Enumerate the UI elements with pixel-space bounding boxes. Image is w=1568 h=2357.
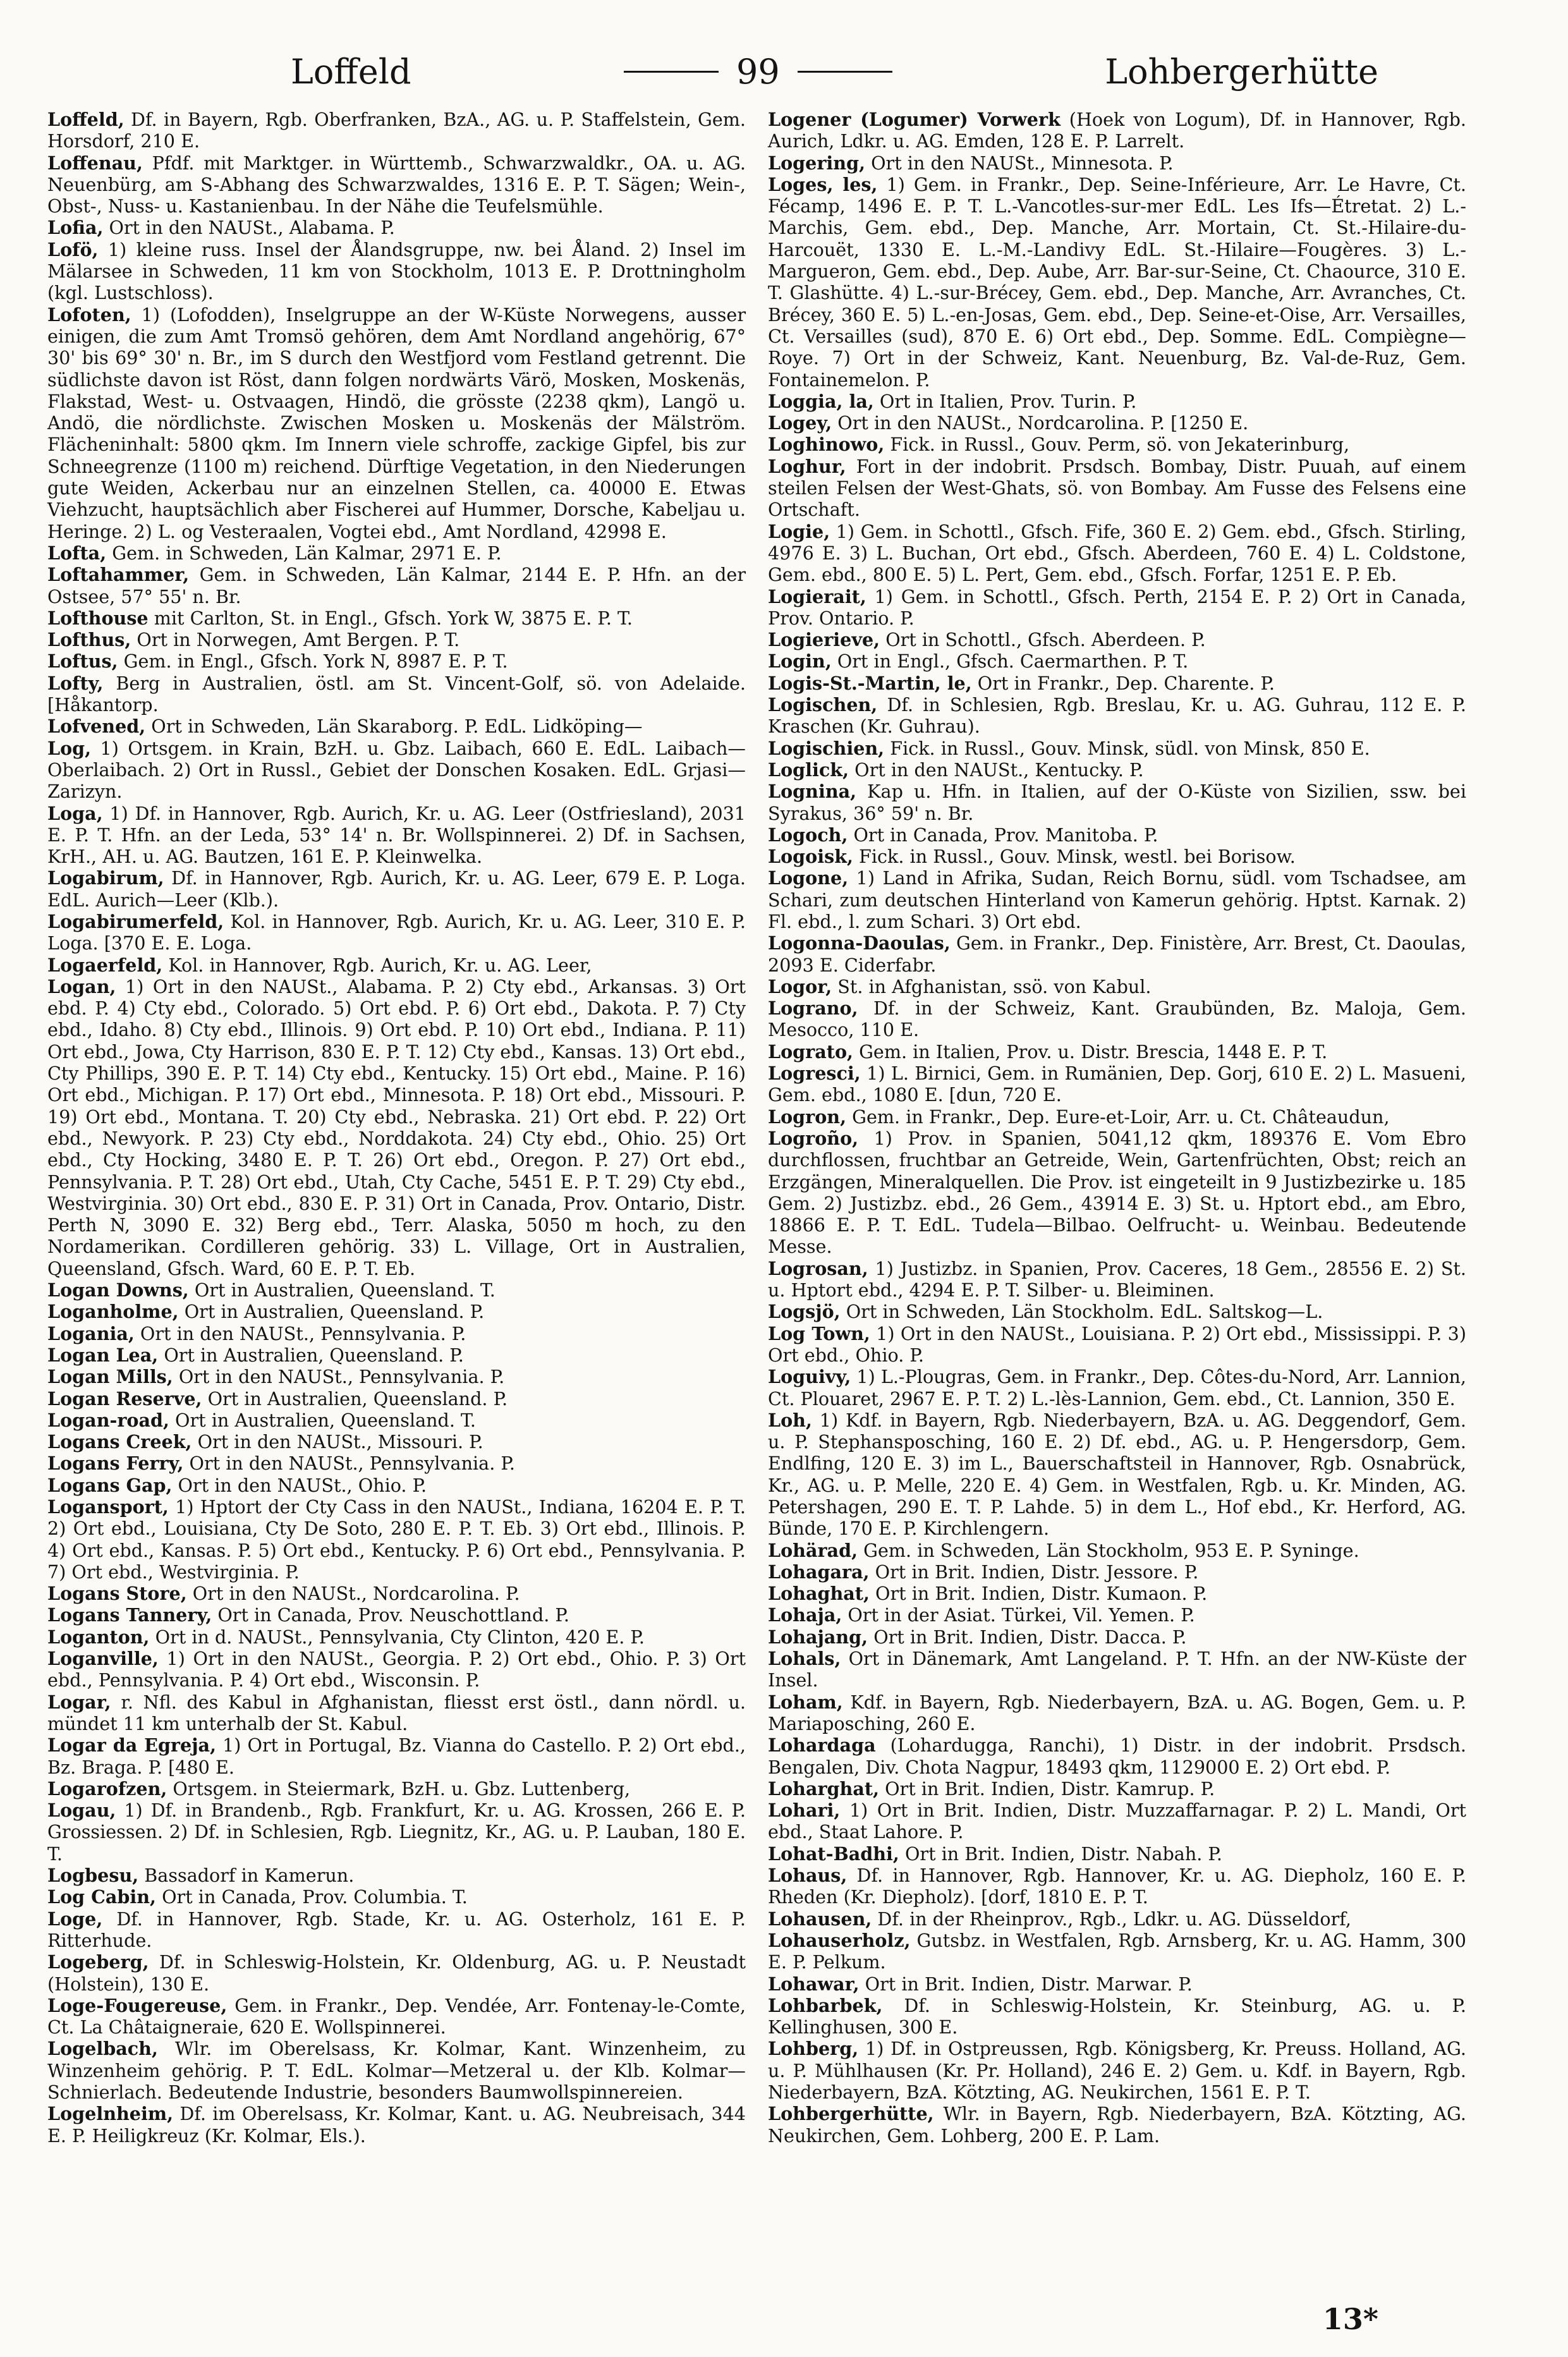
entry-text: Ort in Brit. Indien, Distr. Kamrup. P.: [879, 1777, 1215, 1800]
entry-text: Df. in Schleswig-Holstein, Kr. Steinburg, AG. u. P. Kellinghusen, 300 E.: [768, 1994, 1466, 2038]
entry-text: Df. in Hannover, Rgb. Stade, Kr. u. AG. Osterholz, 161 E. P. Ritterhude.: [47, 1908, 746, 1951]
entry-text: 1) Gem. in Frankr., Dep. Seine-Inférieure, Arr. Le Havre, Ct. Fécamp, 1496 E. P. T. L.-Vancotles-sur-mer EdL. Les Ifs—Étretat. 2) L.-Marchis, Gem. ebd., Dep. Manche, Arr. Mortain, Ct. St.-Hilaire-du-Harcouët, 1330 E. L.-M.-Landivy EdL. St.-Hilaire—Fougères. 3) L.-Margueron, Gem. ebd., Dep. Aube, Arr. Bar-sur-Seine, Ct. Chaource, 310 E. T. Glashütte. 4) L.-sur-Brécey, Gem. ebd., Dep. Manche, Arr. Avranches, Ct. Brécey, 360 E. 5) L.-en-Josas, Gem. ebd., Dep. Seine-et-Oise, Arr. Versailles, Ct. Versailles (sud), 870 E. 6) Ort ebd., Dep. Somme. EdL. Compiègne—Roye. 7) Ort in der Schweiz, Kant. Neuenburg, Bz. Val-de-Ruz, Gem. Fontainemelon. P.: [768, 173, 1466, 391]
entry-text: Ort in Australien, Queensland. T.: [169, 1409, 476, 1431]
dictionary-entry: [47, 1691, 746, 1735]
entry-headword: Loghur,: [768, 455, 846, 477]
entry-headword: Loharghat,: [768, 1777, 880, 1800]
entry-headword: Lofoten,: [47, 303, 131, 326]
dictionary-entry: [47, 542, 746, 564]
entry-text: Fick. in Russl., Gouv. Perm, sö. von Jekaterinburg,: [884, 434, 1350, 456]
dictionary-entry: [768, 867, 1466, 932]
dictionary-entry: [768, 1561, 1466, 1583]
header-rule-left: [624, 71, 719, 73]
dictionary-entry: [47, 1301, 746, 1322]
entry-text: 1) Gem. in Schottl., Gfsch. Fife, 360 E. 2) Gem. ebd., Gfsch. Stirling, 4976 E. 3) L. Buchan, Ort ebd., Gfsch. Aberdeen, 760 E. 4) L. Coldstone, Gem. ebd., 800 E. 5) L. Pert, Gem. ebd., Gfsch. Forfar, 1251 E. P. Eb.: [768, 520, 1466, 586]
entry-text: Wlr. in Bayern, Rgb. Niederbayern, BzA. Kötzting, AG. Neukirchen, Gem. Lohberg, 200 E. P. Lam.: [768, 2103, 1466, 2147]
entry-text: 1) Hptort der Cty Cass in den NAUSt., Indiana, 16204 E. P. T. 2) Ort ebd., Louisiana, Cty De Soto, 280 E. P. T. Eb. 3) Ort ebd., Illinois. P. 4) Ort ebd., Kansas. P. 5) Ort ebd., Kentucky. P. 6) Ort ebd., Pennsylvania. P. 7) Ort ebd., Westvirginia. P.: [47, 1496, 746, 1583]
entry-headword: Lograto,: [768, 1040, 853, 1063]
entry-headword: Loggia, la,: [768, 390, 874, 412]
entry-headword: Logischen,: [768, 694, 878, 716]
entry-text: Ort in Canada, Prov. Columbia. T.: [156, 1886, 468, 1908]
dictionary-entry: [47, 1778, 746, 1800]
entry-text: Kol. in Hannover, Rgb. Aurich, Kr. u. AG. Leer,: [162, 954, 592, 976]
dictionary-entry: [47, 650, 746, 672]
entry-headword: Logan Mills,: [47, 1366, 173, 1388]
entry-text: 1) L.-Plougras, Gem. in Frankr., Dep. Côtes-du-Nord, Arr. Lannion, Ct. Plouaret, 2967 E. P. T. 2) L.-lès-Lannion, Gem. ebd., Ct. Lannion, 350 E.: [768, 1366, 1466, 1410]
entry-headword: Logan Lea,: [47, 1344, 159, 1366]
entry-headword: Logsjö,: [768, 1301, 841, 1323]
entry-headword: Lohajang,: [768, 1626, 868, 1648]
dictionary-entry: [47, 1886, 746, 1908]
dictionary-entry: [768, 412, 1466, 434]
dictionary-entry: [768, 1648, 1466, 1691]
entry-headword: Lograno,: [768, 997, 858, 1020]
entry-text: Ort in Brit. Indien, Distr. Jessore. P.: [869, 1561, 1199, 1583]
dictionary-entry: [47, 1734, 746, 1778]
entry-text: Ortsgem. in Steiermark, BzH. u. Gbz. Luttenberg,: [167, 1777, 631, 1800]
dictionary-entry: [47, 1431, 746, 1453]
entry-text: Berg in Australien, östl. am St. Vincent-Golf, sö. von Adelaide. [Håkantorp.: [47, 672, 746, 716]
dictionary-entry: [768, 1258, 1466, 1301]
dictionary-entry: [47, 1648, 746, 1691]
entry-text: 1) Ortsgem. in Krain, BzH. u. Gbz. Laibach, 660 E. EdL. Laibach—Oberlaibach. 2) Ort in Russl., Gebiet der Donschen Kosaken. EdL. Grjasi—Zarizyn.: [47, 737, 746, 803]
entry-headword: Logischien,: [768, 737, 885, 759]
dictionary-entry: [47, 1279, 746, 1301]
dictionary-entry: [47, 1604, 746, 1626]
entry-headword: Login,: [768, 650, 832, 673]
entry-headword: Lohberg,: [768, 2038, 859, 2060]
entry-text: 1) (Lofodden), Inselgruppe an der W-Küste Norwegens, ausser einigen, die zum Amt Tromsö gehören, dem Amt Nordland angehörig, 67° 30' bis 69° 30' n. Br., im S durch den Westfjord vom Festland getrennt. Die südlichste davon ist Röst, dann folgen nordwärts Värö, Mosken, Moskenäs, Flakstad, West- u. Ostvaagen, Hindö, die grösste (2238 qkm), Langö u. Andö, die nördlichste. Zwischen Mosken u. Moskenäs der Mälström. Flächeninhalt: 5800 qkm. Im Innern viele schroffe, zackige Gipfel, bis zur Schneegrenze (1100 m) reichend. Dürftige Vegetation, in den Niederungen gute Weiden, Ackerbau nur an einzelnen Stellen, ca. 40000 E. Etwas Viehzucht, hauptsächlich aber Fischerei auf Hummer, Dorsche, Kabeljau u. Heringe. 2) L. og Vesteraalen, Vogtei ebd., Amt Nordland, 42998 E.: [47, 303, 746, 542]
entry-text: 1) Gem. in Schottl., Gfsch. Perth, 2154 E. P. 2) Ort in Canada, Prov. Ontario. P.: [768, 585, 1466, 629]
entry-headword: Logelnheim,: [47, 2103, 174, 2125]
entry-headword: Logoch,: [768, 824, 848, 846]
entry-text: Ort in Australien, Queensland. T.: [188, 1279, 495, 1301]
entry-headword: Lohari,: [768, 1800, 841, 1822]
dictionary-entry: [47, 1496, 746, 1583]
entry-headword: Logar,: [47, 1691, 111, 1713]
entry-text: Gem. in Schweden, Län Kalmar, 2144 E. P. Hfn. an der Ostsee, 57° 55' n. Br.: [47, 564, 746, 607]
entry-headword: Logering,: [768, 152, 866, 174]
entry-headword: Loham,: [768, 1691, 843, 1713]
dictionary-entry: [768, 759, 1466, 781]
entry-headword: Logoisk,: [768, 846, 853, 868]
dictionary-entry: [47, 954, 746, 976]
entry-headword: Lofvened,: [47, 716, 146, 738]
entry-text: Kdf. in Bayern, Rgb. Niederbayern, BzA. u. AG. Bogen, Gem. u. P. Mariaposching, 260 E.: [768, 1691, 1466, 1734]
entry-text: Ort in Canada, Prov. Manitoba. P.: [848, 824, 1158, 846]
entry-text: Ort in den NAUSt., Missouri. P.: [191, 1431, 483, 1453]
entry-headword: Logan-road,: [47, 1409, 169, 1431]
header-rule-right: [798, 71, 892, 73]
dictionary-entry: [47, 304, 746, 542]
entry-headword: Logans Store,: [47, 1583, 187, 1605]
dictionary-entry: [47, 2038, 746, 2103]
dictionary-entry: [768, 2103, 1466, 2147]
entry-text: Fort in der indobrit. Prsdsch. Bombay, Distr. Puuah, auf einem steilen Felsen der West-Ghats, sö. von Bombay. Am Fusse des Felsens eine Ortschaft.: [768, 455, 1466, 521]
entry-text: 1) Ort in den NAUSt., Alabama. P. 2) Cty ebd., Arkansas. 3) Ort ebd. P. 4) Cty ebd., Colorado. 5) Ort ebd. P. 6) Ort ebd., Dakota. P. 7) Cty ebd., Idaho. 8) Cty ebd., Illinois. 9) Ort ebd. P. 10) Ort ebd., Indiana. P. 11) Ort ebd., Jowa, Cty Harrison, 830 E. P. T. 12) Cty ebd., Kansas. 13) Ort ebd., Cty Phillips, 390 E. P. T. 14) Cty ebd., Kentucky. 15) Ort ebd., Maine. P. 16) Ort ebd., Michigan. P. 17) Ort ebd., Minnesota. P. 18) Ort ebd., Missouri. P. 19) Ort ebd., Montana. T. 20) Cty ebd., Nebraska. 21) Ort ebd. P. 22) Ort ebd., Newyork. P. 23) Cty ebd., Norddakota. 24) Cty ebd., Ohio. 25) Ort ebd., Cty Hocking, 3480 E. P. T. 26) Ort ebd., Oregon. P. 27) Ort ebd., Pennsylvania. P. T. 28) Ort ebd., Utah, Cty Cache, 5451 E. P. T. 29) Cty ebd., Westvirginia. 30) Ort ebd., 830 E. P. 31) Ort in Canada, Prov. Ontario, Distr. Perth N, 3090 E. 32) Berg ebd., Terr. Alaska, 5050 m hoch, zu den Nordamerikan. Cordilleren gehörig. 33) L. Village, Ort in Australien, Queensland, Gfsch. Ward, 60 E. P. T. Eb.: [47, 975, 746, 1279]
dictionary-entry: [768, 846, 1466, 867]
entry-headword: Logor,: [768, 975, 832, 997]
entry-text: Gem. in Schweden, Län Kalmar, 2971 E. P.: [106, 542, 502, 564]
dictionary-entry: [47, 629, 746, 650]
entry-text: Fick. in Russl., Gouv. Minsk, südl. von Minsk, 850 E.: [884, 737, 1370, 759]
entry-text: 1) Df. in Hannover, Rgb. Aurich, Kr. u. AG. Leer (Ostfriesland), 2031 E. P. T. Hfn. an der Leda, 53° 14' n. Br. Wollspinnerei. 2) Df. in Sachsen, KrH., AH. u. AG. Bautzen, 161 E. P. Kleinwelka.: [47, 802, 746, 868]
dictionary-entry: [47, 738, 746, 803]
entry-text: 1) L. Birnici, Gem. in Rumänien, Dep. Gorj, 610 E. 2) L. Masueni, Gem. ebd., 1080 E. [dun, 720 E.: [768, 1063, 1466, 1106]
dictionary-entry: [768, 456, 1466, 521]
entry-headword: Logaerfeld,: [47, 954, 163, 976]
entry-headword: Log,: [47, 737, 92, 759]
entry-headword: Logonna-Daoulas,: [768, 932, 951, 954]
page-header: [291, 43, 1378, 100]
entry-headword: Logansport,: [47, 1496, 169, 1518]
entry-text: Gem. in Frankr., Dep. Finistère, Arr. Brest, Ct. Daoulas, 2093 E. Ciderfabr.: [768, 932, 1466, 976]
signature-mark: 13*: [1322, 2302, 1378, 2336]
entry-text: Df. in Hannover, Rgb. Aurich, Kr. u. AG. Leer, 679 E. P. Loga. EdL. Aurich—Leer (Klb.).: [47, 867, 746, 911]
entry-text: 1) Ort in den NAUSt., Louisiana. P. 2) Ort ebd., Mississippi. P. 3) Ort ebd., Ohio. P.: [768, 1322, 1466, 1366]
dictionary-entry: [47, 1583, 746, 1604]
dictionary-entry: [768, 1063, 1466, 1106]
entry-headword: Loghinowo,: [768, 434, 885, 456]
entry-headword: Loganton,: [47, 1626, 150, 1648]
dictionary-entry: [47, 911, 746, 954]
entry-headword: Lofthouse: [47, 607, 149, 629]
entry-text: 1) Justizbz. in Spanien, Prov. Caceres, 18 Gem., 28556 E. 2) St. u. Hptort ebd., 4294 E. P. T. Silber- u. Bleiminen.: [768, 1257, 1466, 1301]
entry-headword: Lohauserholz,: [768, 1929, 911, 1951]
entry-text: Kap u. Hfn. in Italien, auf der O-Küste von Sizilien, ssw. bei Syrakus, 36° 59' n. Br.: [768, 781, 1466, 824]
left-column: [47, 109, 746, 2147]
dictionary-entry: [768, 586, 1466, 630]
entry-headword: Logis-St.-Martin, le,: [768, 672, 972, 694]
dictionary-entry: [768, 781, 1466, 824]
entry-text: 1) Prov. in Spanien, 5041,12 qkm, 189376 E. Vom Ebro durchflossen, fruchtbar an Getreide, Wein, Gartenfrüchten, Obst; reich an Erzgängen, Mineralquellen. Die Prov. ist eingeteilt in 9 Justizbezirke u. 185 Gem. 2) Justizbz. ebd., 26 Gem., 43914 E. 3) St. u. Hptort ebd., am Ebro, 18866 E. P. T. EdL. Tudela—Bilbao. Oelfrucht- u. Weinbau. Bedeutende Messe.: [768, 1127, 1466, 1258]
dictionary-entry: [47, 803, 746, 868]
entry-headword: Lohbarbek,: [768, 1994, 883, 2016]
entry-headword: Lofthus,: [47, 629, 131, 651]
entry-text: (Lohardugga, Ranchi), 1) Distr. in der indobrit. Prsdsch. Bengalen, Div. Chota Nagpur, 18493 qkm, 1129000 E. 2) Ort ebd. P.: [768, 1734, 1466, 1778]
entry-headword: Logener (Logumer) Vorwerk: [768, 109, 1061, 130]
entry-text: St. in Afghanistan, ssö. von Kabul.: [832, 975, 1152, 997]
entry-headword: Lohawar,: [768, 1973, 860, 1995]
entry-text: Ort in Schweden, Län Stockholm. EdL. Saltskog—L.: [840, 1301, 1323, 1323]
dictionary-entry: [47, 607, 746, 629]
dictionary-entry: [47, 673, 746, 716]
dictionary-entry: [768, 1323, 1466, 1367]
dictionary-entry: [768, 650, 1466, 672]
entry-text: mit Carlton, St. in Engl., Gfsch. York W, 3875 E. P. T.: [148, 607, 633, 629]
dictionary-entry: [47, 1800, 746, 1865]
entry-text: Ort in Brit. Indien, Distr. Dacca. P.: [868, 1626, 1187, 1648]
dictionary-entry: [768, 1691, 1466, 1735]
entry-text: r. Nfl. des Kabul in Afghanistan, fliesst erst östl., dann nördl. u. mündet 11 km unterhalb der St. Kabul.: [47, 1691, 746, 1734]
dictionary-entry: [768, 629, 1466, 650]
entry-headword: Logelbach,: [47, 2038, 158, 2060]
entry-text: Df. im Oberelsass, Kr. Kolmar, Kant. u. AG. Neubreisach, 344 E. P. Heiligkreuz (Kr. Kolmar, Els.).: [47, 2103, 746, 2147]
dictionary-entry: [47, 1388, 746, 1410]
dictionary-entry: [768, 1626, 1466, 1648]
page-number: 99: [736, 51, 780, 92]
entry-headword: Lohat-Badhi,: [768, 1842, 899, 1865]
entry-headword: Logans Ferry,: [47, 1453, 184, 1475]
entry-text: 1) Kdf. in Bayern, Rgb. Niederbayern, BzA. u. AG. Deggendorf, Gem. u. P. Stephansposching, 160 E. 2) Df. ebd., AG. u. P. Hengersdorp, Gem. Endlfing, 120 E. 3) im L., Bauerschaftsteil in Hannover, Rgb. Osnabrück, Kr., AG. u. P. Melle, 220 E. 4) Gem. in Westfalen, Rgb. u. Kr. Minden, AG. Petershagen, 290 E. T. P. Lahde. 5) in dem L., Hof ebd., Kr. Herford, AG. Bünde, 170 E. P. Kirchlengern.: [768, 1409, 1466, 1540]
entry-headword: Logan Downs,: [47, 1279, 189, 1301]
entry-text: Ort in Italien, Prov. Turin. P.: [873, 390, 1137, 412]
entry-headword: Loffenau,: [47, 152, 143, 174]
entry-headword: Logar da Egreja,: [47, 1734, 217, 1757]
entry-headword: Lofia,: [47, 217, 104, 239]
entry-text: Ort in den NAUSt., Minnesota. P.: [865, 152, 1174, 174]
dictionary-entry: [768, 1930, 1466, 1973]
entry-headword: Loganville,: [47, 1648, 159, 1670]
right-column: [768, 109, 1466, 2147]
dictionary-entry: [768, 1106, 1466, 1128]
entry-text: Ort in den NAUSt., Ohio. P.: [172, 1474, 427, 1496]
entry-headword: Lofty,: [47, 672, 104, 694]
dictionary-entry: [47, 1626, 746, 1648]
entry-headword: Logbesu,: [47, 1865, 139, 1887]
entry-headword: Logeberg,: [47, 1951, 149, 1973]
entry-text: Fick. in Russl., Gouv. Minsk, westl. bei Borisow.: [853, 846, 1296, 868]
entry-headword: Logania,: [47, 1322, 135, 1344]
entry-headword: Logron,: [768, 1105, 847, 1128]
dictionary-entry: [47, 1995, 746, 2038]
entry-text: Df. in Bayern, Rgb. Oberfranken, BzA., AG. u. P. Staffelstein, Gem. Horsdorf, 210 E.: [47, 109, 746, 152]
dictionary-entry: [768, 1410, 1466, 1540]
entry-text: Ort in Dänemark, Amt Langeland. P. T. Hfn. an der NW-Küste der Insel.: [768, 1648, 1466, 1691]
entry-text: Ort in Brit. Indien, Distr. Nabah. P.: [899, 1842, 1222, 1865]
dictionary-entry: [768, 1908, 1466, 1930]
entry-headword: Loges, les,: [768, 173, 878, 195]
entry-headword: Loguivy,: [768, 1366, 851, 1388]
entry-text: Ort in Brit. Indien, Distr. Kumaon. P.: [869, 1583, 1208, 1605]
entry-text: Ort in d. NAUSt., Pennsylvania, Cty Clinton, 420 E. P.: [149, 1626, 645, 1648]
entry-headword: Logan,: [47, 975, 116, 997]
entry-headword: Loganholme,: [47, 1301, 179, 1323]
dictionary-entry: [768, 1366, 1466, 1410]
dictionary-entry: [768, 1843, 1466, 1865]
entry-text: Bassadorf in Kamerun.: [138, 1865, 355, 1887]
dictionary-entry: [768, 1995, 1466, 2038]
entry-text: Gem. in Italien, Prov. u. Distr. Brescia, 1448 E. P. T.: [853, 1040, 1328, 1063]
entry-headword: Loh,: [768, 1409, 812, 1431]
entry-text: Gem. in Frankr., Dep. Vendée, Arr. Fontenay-le-Comte, Ct. La Châtaigneraie, 620 E. Wollspinnerei.: [47, 1994, 746, 2038]
page-number-group: [624, 52, 892, 92]
entry-text: Gem. in Frankr., Dep. Eure-et-Loir, Arr. u. Ct. Châteaudun,: [846, 1105, 1390, 1128]
entry-text: Gem. in Engl., Gfsch. York N, 8987 E. P. T.: [118, 650, 508, 673]
entry-headword: Logrosan,: [768, 1257, 868, 1279]
dictionary-entry: [47, 1410, 746, 1431]
dictionary-entry: [47, 2103, 746, 2147]
dictionary-entry: [768, 738, 1466, 759]
entry-text: 1) Ort in Brit. Indien, Distr. Muzzaffarnagar. P. 2) L. Mandi, Ort ebd., Staat Lahore. P.: [768, 1800, 1466, 1843]
entry-headword: Lohärad,: [768, 1539, 858, 1561]
entry-text: Ort in Frankr., Dep. Charente. P.: [971, 672, 1275, 694]
entry-headword: Loftus,: [47, 650, 118, 673]
entry-text: Ort in Engl., Gfsch. Caermarthen. P. T.: [831, 650, 1189, 673]
entry-headword: Lohaghat,: [768, 1583, 870, 1605]
entry-text: Ort in der Asiat. Türkei, Vil. Yemen. P.: [842, 1604, 1195, 1626]
dictionary-entry: [768, 997, 1466, 1041]
entry-text: Ort in Australien, Queensland. P.: [178, 1301, 485, 1323]
entry-text: Ort in Norwegen, Amt Bergen. P. T.: [131, 629, 460, 651]
entry-text: (Hoek von Logum), Df. in Hannover, Rgb. Aurich, Ldkr. u. AG. Emden, 128 E. P. Larrelt.: [768, 109, 1466, 152]
dictionary-entry: [47, 716, 746, 737]
dictionary-entry: [768, 2038, 1466, 2103]
entry-headword: Logone,: [768, 867, 849, 889]
entry-headword: Log Cabin,: [47, 1886, 157, 1908]
entry-headword: Lohagara,: [768, 1561, 870, 1583]
entry-headword: Logans Gap,: [47, 1474, 173, 1496]
entry-headword: Logroño,: [768, 1127, 859, 1149]
dictionary-entry: [47, 239, 746, 304]
dictionary-entry: [768, 694, 1466, 738]
entry-headword: Logabirumerfeld,: [47, 910, 224, 932]
entry-headword: Logarofzen,: [47, 1777, 167, 1800]
entry-headword: Logie,: [768, 520, 830, 542]
entry-headword: Lohaja,: [768, 1604, 842, 1626]
dictionary-entry: [47, 564, 746, 607]
entry-text: Ort in den NAUSt., Nordcarolina. P.: [186, 1583, 520, 1605]
entry-text: Ort in den NAUSt., Nordcarolina. P. [1250 E.: [832, 412, 1249, 434]
running-head-right: Lohbergerhütte: [1105, 51, 1378, 92]
entry-headword: Logresci,: [768, 1063, 861, 1085]
dictionary-entry: [768, 1734, 1466, 1778]
entry-headword: Lohbergerhütte,: [768, 2103, 934, 2125]
entry-headword: Logabirum,: [47, 867, 164, 889]
dictionary-entry: [768, 521, 1466, 586]
entry-text: 1) kleine russ. Insel der Ålandsgruppe, nw. bei Åland. 2) Insel im Mälarsee in Schweden, 11 km von Stockholm, 1013 E. P. Drottningholm (kgl. Lustschloss).: [47, 238, 746, 304]
entry-text: Wlr. im Oberelsass, Kr. Kolmar, Kant. Winzenheim, zu Winzenheim gehörig. P. T. EdL. Kolmar—Metzeral u. der Klb. Kolmar—Schnierlach. Bedeutende Industrie, besonders Baumwollspinnereien.: [47, 2038, 746, 2104]
dictionary-entry: [768, 1041, 1466, 1063]
dictionary-entry: [768, 174, 1466, 391]
dictionary-entry: [47, 1453, 746, 1474]
dictionary-entry: [768, 1540, 1466, 1561]
entry-text: Pfdf. mit Marktger. in Württemb., Schwarzwaldkr., OA. u. AG. Neuenbürg, am S-Abhang des Schwarzwaldes, 1316 E. P. T. Sägen; Wein-, Obst-, Nuss- u. Kastanienbau. In der Nähe die Teufelsmühle.: [47, 152, 746, 217]
dictionary-entry: [768, 391, 1466, 412]
entry-text: Gutsbz. in Westfalen, Rgb. Arnsberg, Kr. u. AG. Hamm, 300 E. P. Pelkum.: [768, 1929, 1466, 1973]
entry-headword: Logey,: [768, 412, 832, 434]
dictionary-entry: [47, 1951, 746, 1995]
dictionary-entry: [768, 976, 1466, 997]
dictionary-entry: [768, 109, 1466, 152]
dictionary-entry: [47, 867, 746, 911]
entry-text: 1) Land in Afrika, Sudan, Reich Bornu, südl. vom Tschadsee, am Schari, zum deutschen Hinterland von Kamerun gehörig. Hptst. Karnak. 2) Fl. ebd., l. zum Schari. 3) Ort ebd.: [768, 867, 1466, 932]
entry-text: Kol. in Hannover, Rgb. Aurich, Kr. u. AG. Leer, 310 E. P. Loga. [370 E. E. Loga.: [47, 910, 746, 954]
dictionary-entry: [768, 673, 1466, 694]
dictionary-entry: [768, 1301, 1466, 1322]
entry-headword: Logans Tannery,: [47, 1604, 212, 1626]
dictionary-entry: [768, 1128, 1466, 1258]
dictionary-entry: [47, 109, 746, 152]
entry-headword: Loftahammer,: [47, 564, 190, 586]
dictionary-entry: [768, 434, 1466, 455]
entry-headword: Loge-Fougereuse,: [47, 1994, 228, 2016]
entry-text: 1) Df. in Ostpreussen, Rgb. Königsberg, Kr. Preuss. Holland, AG. u. P. Mühlhausen (Kr. Pr. Holland), 246 E. 2) Gem. u. Kdf. in Bayern, Rgb. Niederbayern, BzA. Kötzting, AG. Neukirchen, 1561 E. P. T.: [768, 2038, 1466, 2104]
entry-text: 1) Df. in Brandenb., Rgb. Frankfurt, Kr. u. AG. Krossen, 266 E. P. Grossiessen. 2) Df. in Schlesien, Rgb. Liegnitz, Kr., AG. u. P. Lauban, 180 E. T.: [47, 1800, 746, 1865]
dictionary-entry: [768, 1778, 1466, 1800]
dictionary-entry: [47, 217, 746, 238]
entry-headword: Logau,: [47, 1800, 116, 1822]
entry-headword: Logierait,: [768, 585, 866, 607]
dictionary-entry: [47, 1865, 746, 1886]
entry-headword: Lohaus,: [768, 1865, 848, 1887]
dictionary-entry: [47, 1908, 746, 1952]
entry-headword: Lognina,: [768, 781, 857, 803]
entry-text: Ort in Australien, Queensland. P.: [202, 1387, 508, 1410]
entry-text: Ort in den NAUSt., Pennsylvania. P.: [173, 1366, 505, 1388]
entry-text: Ort in Canada, Prov. Neuschottland. P.: [212, 1604, 569, 1626]
dictionary-entry: [47, 1366, 746, 1387]
entry-headword: Lohals,: [768, 1648, 841, 1670]
entry-text: Df. in Schleswig-Holstein, Kr. Oldenburg, AG. u. P. Neustadt (Holstein), 130 E.: [47, 1951, 746, 1995]
dictionary-entry: [768, 1865, 1466, 1908]
entry-headword: Loge,: [47, 1908, 103, 1930]
entry-text: 1) Ort in den NAUSt., Georgia. P. 2) Ort ebd., Ohio. P. 3) Ort ebd., Pennsylvania. P. 4) Ort ebd., Wisconsin. P.: [47, 1648, 746, 1691]
entry-text: Ort in den NAUSt., Alabama. P.: [103, 217, 395, 239]
dictionary-entry: [768, 1800, 1466, 1843]
entry-headword: Loga,: [47, 802, 103, 824]
dictionary-entry: [768, 932, 1466, 976]
entry-headword: Loffeld,: [47, 109, 125, 130]
dictionary-entry: [47, 1475, 746, 1496]
entry-headword: Lofö,: [47, 238, 99, 260]
entry-headword: Lofta,: [47, 542, 107, 564]
entry-headword: Loglick,: [768, 758, 849, 781]
entry-headword: Logans Creek,: [47, 1431, 192, 1453]
entry-text: Ort in Schweden, Län Skaraborg. P. EdL. Lidköping—: [145, 716, 643, 738]
dictionary-entry: [47, 152, 746, 217]
entry-text: 1) Ort in Portugal, Bz. Vianna do Castello. P. 2) Ort ebd., Bz. Braga. P. [480 E.: [47, 1734, 746, 1778]
running-head-left: Loffeld: [291, 51, 411, 92]
entry-text: Df. in der Rheinprov., Rgb., Ldkr. u. AG. Düsseldorf,: [872, 1908, 1351, 1930]
entry-text: Ort in Australien, Queensland. P.: [158, 1344, 464, 1366]
entry-headword: Logan Reserve,: [47, 1387, 202, 1410]
entry-text: Df. in Hannover, Rgb. Hannover, Kr. u. AG. Diepholz, 160 E. P. Rheden (Kr. Diepholz). [dorf, 1810 E. P. T.: [768, 1865, 1466, 1908]
entry-headword: Log Town,: [768, 1322, 870, 1344]
entry-text: Ort in den NAUSt., Pennsylvania. P.: [183, 1453, 515, 1475]
dictionary-entry: [768, 1604, 1466, 1626]
dictionary-entry: [768, 1973, 1466, 1995]
entry-headword: Logierieve,: [768, 629, 880, 651]
entry-text: Ort in Brit. Indien, Distr. Marwar. P.: [859, 1973, 1193, 1995]
entry-text: Df. in der Schweiz, Kant. Graubünden, Bz. Maloja, Gem. Mesocco, 110 E.: [768, 997, 1466, 1041]
dictionary-entry: [768, 824, 1466, 846]
dictionary-entry: [768, 1583, 1466, 1604]
dictionary-entry: [768, 152, 1466, 174]
entry-text: Ort in den NAUSt., Pennsylvania. P.: [134, 1322, 466, 1344]
entry-headword: Lohardaga: [768, 1734, 876, 1757]
dictionary-entry: [47, 1344, 746, 1366]
entry-text: Ort in den NAUSt., Kentucky. P.: [849, 758, 1144, 781]
entry-headword: Lohausen,: [768, 1908, 872, 1930]
entry-text: Df. in Schlesien, Rgb. Breslau, Kr. u. AG. Guhrau, 112 E. P. Kraschen (Kr. Guhrau).: [768, 694, 1466, 738]
dictionary-entry: [47, 1323, 746, 1344]
dictionary-entry: [47, 976, 746, 1279]
entry-text: Ort in Schottl., Gfsch. Aberdeen. P.: [880, 629, 1206, 651]
entry-text: Gem. in Schweden, Län Stockholm, 953 E. P. Syninge.: [858, 1539, 1359, 1561]
